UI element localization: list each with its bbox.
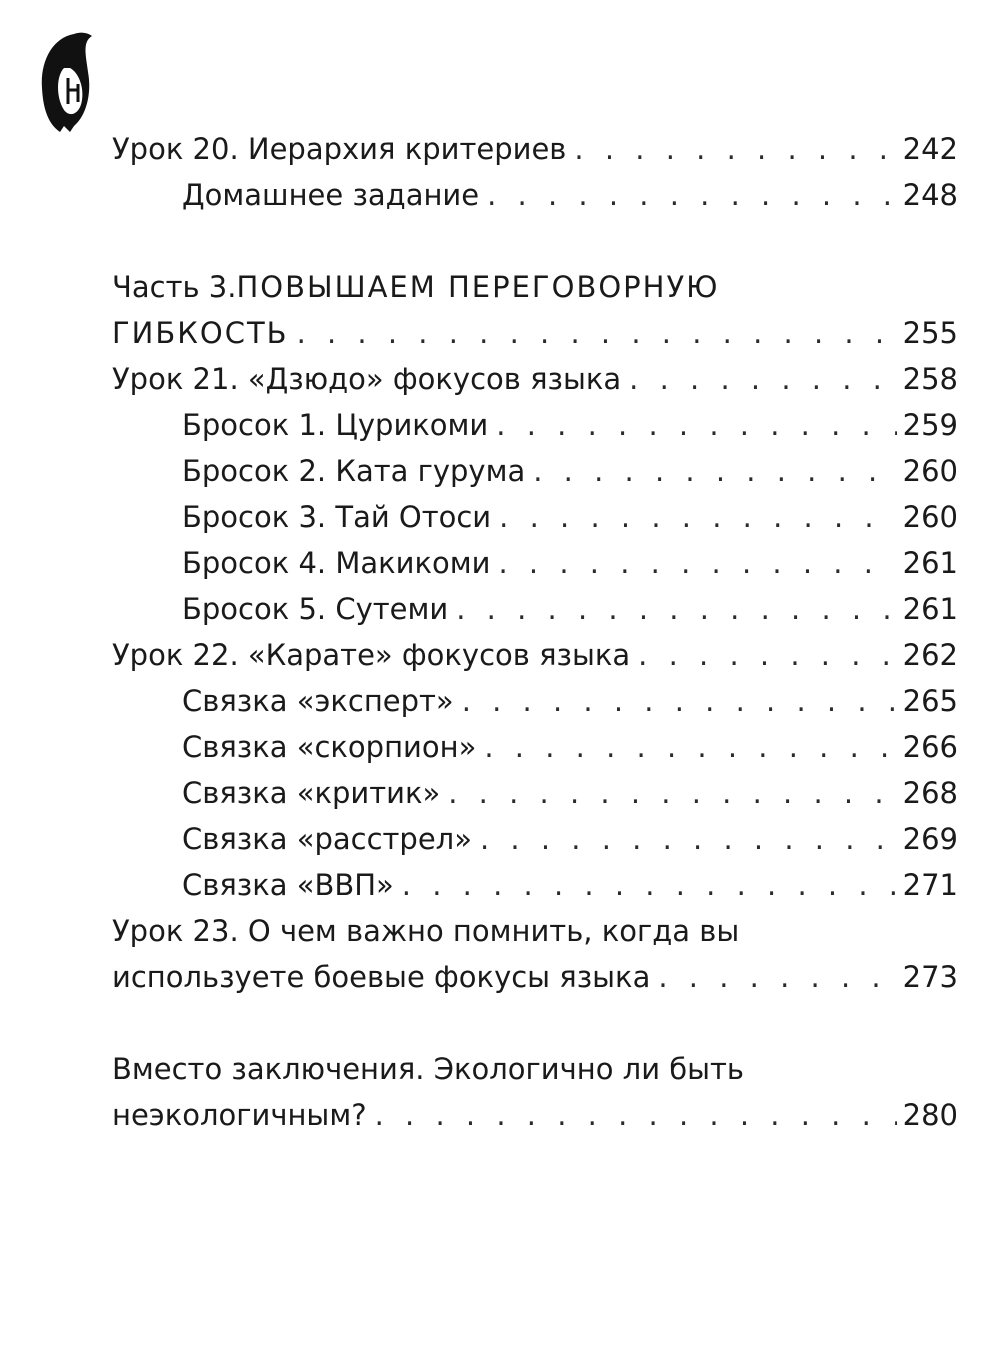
spacer [112, 218, 958, 264]
dot-leader [487, 172, 897, 218]
toc-subentry [112, 816, 958, 862]
toc-entry-title: Бросок 5. Сутеми [182, 592, 449, 626]
toc-part-heading-cont [112, 310, 958, 356]
toc-subentry [112, 862, 958, 908]
dot-leader [629, 356, 896, 402]
toc-subentry [112, 586, 958, 632]
toc-entry [112, 126, 958, 172]
dot-leader [638, 632, 897, 678]
part-prefix: Часть 3. [112, 270, 237, 304]
toc-entry-page: 280 [902, 1098, 958, 1132]
toc-entry-page: 262 [902, 638, 958, 672]
toc-entry-multiline-cont [112, 954, 958, 1000]
toc-entry-page: 273 [902, 960, 958, 994]
dot-leader [658, 954, 896, 1000]
toc-entry-title-cont: неэкологичным? [112, 1098, 367, 1132]
toc-subentry [112, 402, 958, 448]
toc-subentry [112, 540, 958, 586]
toc-entry-title: Бросок 4. Макикоми [182, 546, 491, 580]
toc-entry-title: Связка «ВВП» [182, 868, 394, 902]
toc-part-heading [112, 264, 958, 310]
dot-leader [533, 448, 896, 494]
toc-entry [112, 356, 958, 402]
part-title-cont: ГИБКОСТЬ [112, 316, 289, 350]
toc-entry-title: Связка «расстрел» [182, 822, 472, 856]
toc-entry-page: 260 [902, 454, 958, 488]
toc-entry-page: 265 [902, 684, 958, 718]
toc-entry-title: Урок 22. «Карате» фокусов языка [112, 638, 631, 672]
toc-entry-page: 268 [902, 776, 958, 810]
dot-leader [496, 402, 896, 448]
dot-leader [574, 126, 896, 172]
toc-entry-title: Урок 21. «Дзюдо» фокусов языка [112, 362, 622, 396]
toc-entry-title: Урок 20. Иерархия критериев [112, 132, 567, 166]
toc-entry-page: 255 [902, 316, 958, 350]
dot-leader [499, 540, 897, 586]
toc-subentry [112, 448, 958, 494]
dot-leader [456, 586, 896, 632]
toc-subentry [112, 678, 958, 724]
toc-entry-title: Бросок 2. Ката гурума [182, 454, 526, 488]
toc-entry-title: Бросок 3. Тай Отоси [182, 500, 492, 534]
toc-entry-page: 248 [902, 178, 958, 212]
dot-leader [297, 310, 897, 356]
toc-entry-multiline-cont [112, 1092, 958, 1138]
toc-entry-page: 258 [902, 362, 958, 396]
toc-entry-page: 271 [902, 868, 958, 902]
dot-leader [484, 724, 896, 770]
toc-subentry [112, 172, 958, 218]
toc-entry-title: Связка «критик» [182, 776, 441, 810]
toc-entry-page: 269 [902, 822, 958, 856]
part-title: ПОВЫШАЕМ ПЕРЕГОВОРНУЮ [236, 270, 720, 304]
toc-entry-multiline [112, 908, 958, 954]
toc-entry [112, 632, 958, 678]
penguin-logo-icon [34, 28, 100, 138]
dot-leader [402, 862, 897, 908]
toc-entry-page: 259 [902, 408, 958, 442]
spacer [112, 1000, 958, 1046]
dot-leader [499, 494, 896, 540]
toc-entry-title: Урок 23. О чем важно помнить, когда вы [112, 914, 740, 948]
toc-subentry [112, 494, 958, 540]
toc-entry-page: 261 [902, 546, 958, 580]
dot-leader [375, 1092, 897, 1138]
toc-entry-title: Вместо заключения. Экологично ли быть [112, 1052, 745, 1086]
toc-entry-page: 260 [902, 500, 958, 534]
dot-leader [448, 770, 896, 816]
toc-entry-title: Связка «эксперт» [182, 684, 454, 718]
toc-entry-page: 242 [902, 132, 958, 166]
toc-entry-title: Связка «скорпион» [182, 730, 477, 764]
toc-entry-title: Домашнее задание [182, 178, 480, 212]
toc-entry-page: 261 [902, 592, 958, 626]
toc-subentry [112, 770, 958, 816]
toc-entry-multiline [112, 1046, 958, 1092]
toc-entry-title: Бросок 1. Цурикоми [182, 408, 489, 442]
toc-entry-page: 266 [902, 730, 958, 764]
dot-leader [480, 816, 897, 862]
toc-subentry [112, 724, 958, 770]
dot-leader [462, 678, 897, 724]
toc-entry-title-cont: используете боевые фокусы языка [112, 960, 651, 994]
table-of-contents [112, 126, 958, 1138]
